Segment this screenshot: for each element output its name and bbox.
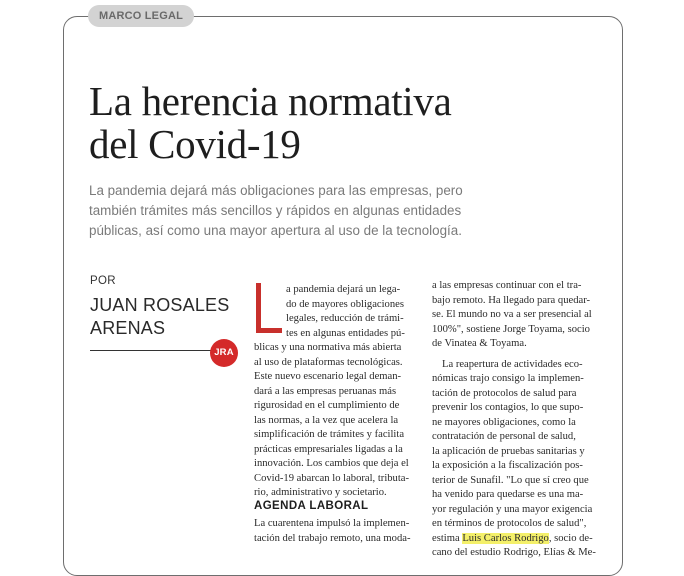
body-line: prácticas empresariales ligadas a la xyxy=(254,443,403,455)
body-line: a las empresas continuar con el tra- xyxy=(432,280,582,291)
body-line: cano del estudio Rodrigo, Elías & Me- xyxy=(432,547,596,558)
attribution-prefix: estima xyxy=(432,532,463,544)
dropcap-lines xyxy=(254,283,416,341)
body-line: do de mayores obligaciones xyxy=(286,298,404,310)
author-name-line: JUAN ROSALES xyxy=(90,295,230,315)
body-line: dará a las empresas peruanas más xyxy=(254,385,397,397)
title-line: del Covid-19 xyxy=(89,121,301,167)
body-line: simplificación de trámites y facilita xyxy=(254,429,405,440)
highlighted-name: Luis Carlos Rodrigo xyxy=(462,532,549,544)
body-line: rio, administrativo y societario. xyxy=(254,487,387,498)
body-line: a pandemia dejará un lega- xyxy=(286,284,401,295)
body-line: de Vinatea & Toyama. xyxy=(432,338,527,349)
body-line: la exposición a la fiscalización pos- xyxy=(432,460,583,471)
body-line: yor regulación y una mayor exigencia xyxy=(432,503,593,515)
article-dek xyxy=(89,181,609,241)
body-line: Covid-19 abarcan lo laboral, tributa- xyxy=(254,472,410,484)
body-line: se. El mundo no va a ser presencial al xyxy=(432,309,592,320)
author-name-line: ARENAS xyxy=(90,318,166,338)
byline-prefix: POR xyxy=(90,275,116,287)
body-line: blicas y una normativa más abierta xyxy=(254,342,402,353)
body-column-1 xyxy=(254,283,416,501)
section-label: MARCO LEGAL xyxy=(88,5,194,27)
attribution-suffix: , socio de- xyxy=(548,532,593,544)
body-line: La reapertura de actividades eco- xyxy=(442,358,583,370)
body-line: legales, reducción de trámi- xyxy=(286,313,404,324)
author-name xyxy=(90,294,229,340)
body-column-1-continued xyxy=(254,517,416,546)
byline-divider xyxy=(90,350,212,351)
body-line: contratación de personal de salud, xyxy=(432,431,576,442)
body-line: innovación. Los cambios que deja el xyxy=(254,458,409,469)
body-line: prevenir los contagios, lo que supo- xyxy=(432,402,584,413)
body-line: nómicas trajo consigo la implemen- xyxy=(432,373,584,384)
body-line: la aplicación de pruebas sanitarias y xyxy=(432,445,585,457)
body-line: tes en algunas entidades pú- xyxy=(286,327,405,339)
body-line: Este nuevo escenario legal deman- xyxy=(254,371,402,382)
body-line: en términos de protocolos de salud", xyxy=(432,518,587,529)
article-title xyxy=(89,80,589,166)
body-line: al uso de plataformas tecnológicas. xyxy=(254,356,403,368)
body-line: terior de Sunafil. "Lo que sí creo que xyxy=(432,474,589,486)
body-column-2 xyxy=(432,279,602,561)
body-line: ha venido para quedarse es una ma- xyxy=(432,489,584,500)
body-line: bajo remoto. Ha llegado para quedar- xyxy=(432,294,591,306)
dek-line: públicas, así como una mayor apertura al uso de la tecnología. xyxy=(89,223,462,238)
body-line: 100%", sostiene Jorge Toyama, socio xyxy=(432,323,590,335)
author-initials-badge: JRA xyxy=(210,339,238,367)
body-line: ne mayores obligaciones, como la xyxy=(432,416,576,428)
quote-attribution-line xyxy=(432,532,602,547)
body-line: La cuarentena impulsó la implemen- xyxy=(254,518,410,529)
title-line: La herencia normativa xyxy=(89,78,452,124)
body-line: las normas, a la vez que acelera la xyxy=(254,414,399,426)
body-line: rigurosidad en el cumplimiento de xyxy=(254,400,400,411)
body-line: tación de protocolos de salud para xyxy=(432,387,577,399)
dek-line: también trámites más sencillos y rápidos en algunas entidades xyxy=(89,203,462,218)
section-subhead: AGENDA LABORAL xyxy=(254,500,369,512)
dek-line: La pandemia dejará más obligaciones para las empresas, pero xyxy=(89,183,463,198)
body-line: tación del trabajo remoto, una moda- xyxy=(254,532,411,544)
